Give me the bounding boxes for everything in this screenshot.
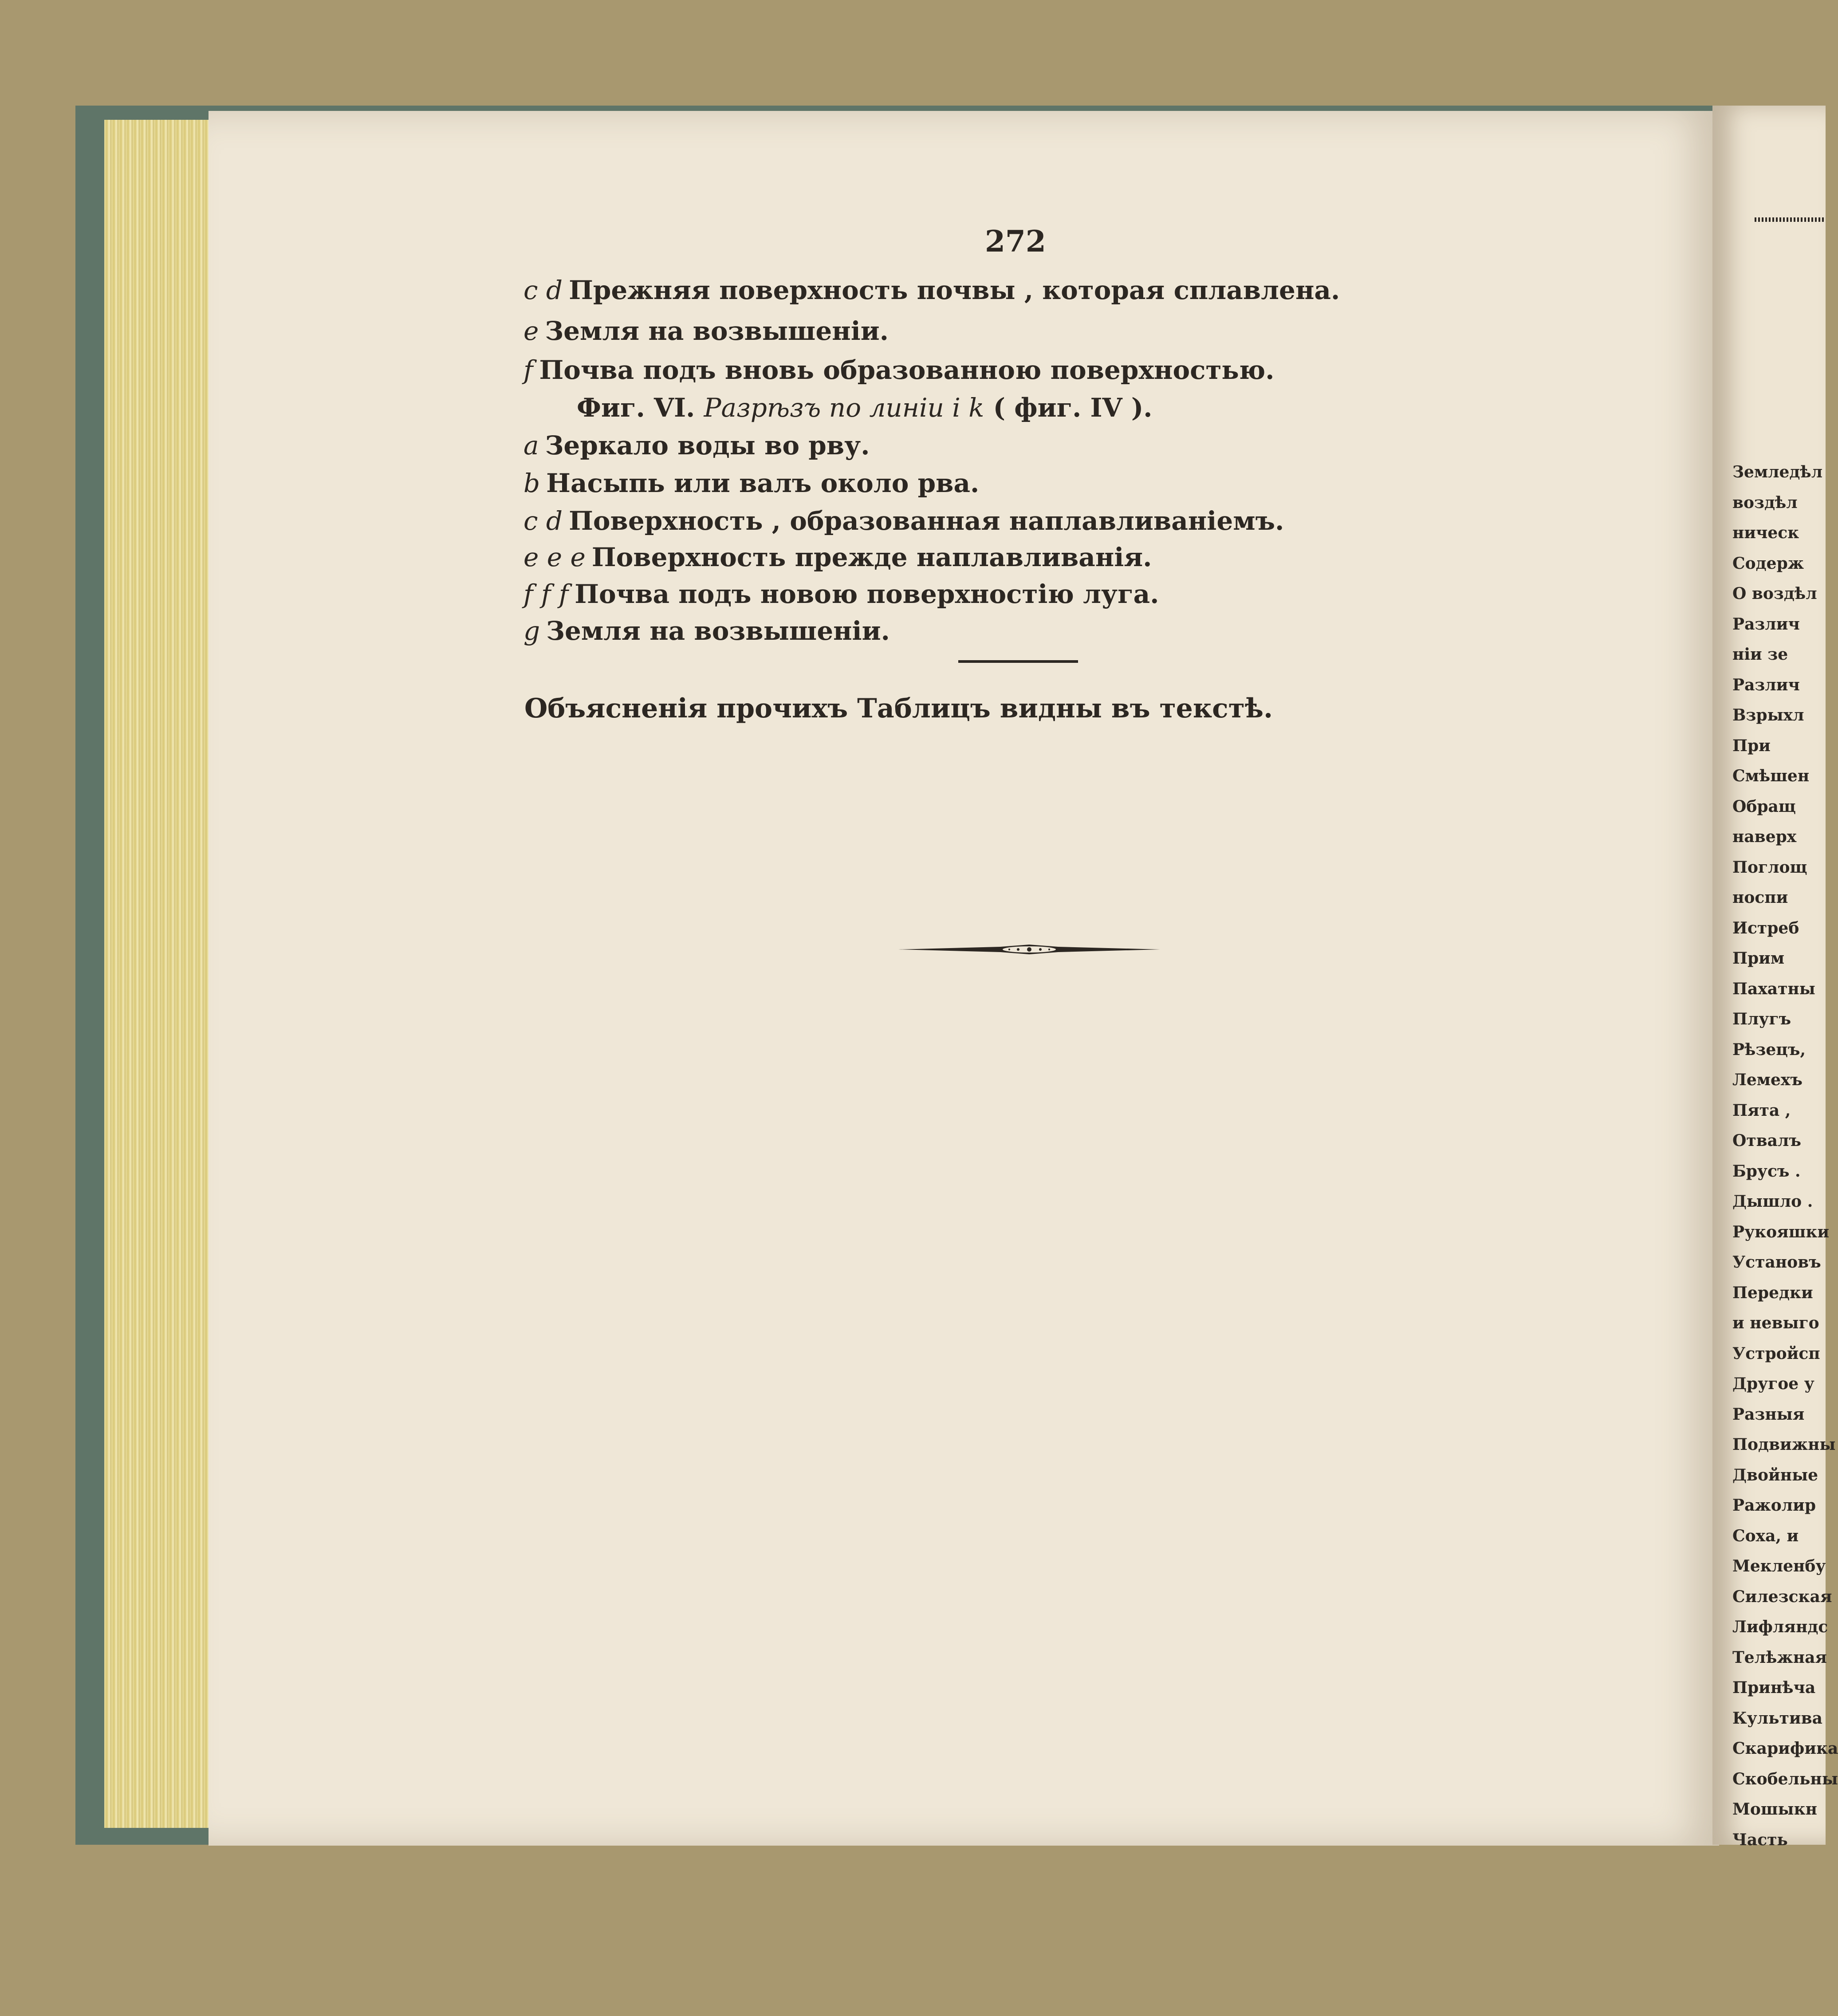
figure-caption [577,393,1153,423]
legend-label: e e e [523,542,586,572]
right-page-fragment: Дышло . [1732,1192,1813,1211]
right-page-fragment: Разныя [1732,1405,1805,1424]
right-page-fragment: Силезская [1732,1587,1832,1606]
right-page-fragment: Двойные [1732,1465,1818,1484]
legend-label: b [523,468,540,498]
legend-label: c d [523,506,563,536]
right-page-fragment: Часть [1732,1830,1788,1849]
figure-title: Разрѣзъ по линіи i k [704,393,984,423]
right-page-fragment: Ражолир [1732,1496,1816,1515]
right-page-fragment: Скарифика [1732,1739,1838,1758]
legend-label: f [523,355,533,385]
legend-line [523,616,890,646]
legend-label: c d [523,275,563,305]
right-page-fragment: Плугъ [1732,1010,1791,1028]
right-page-fragment: Прим [1732,949,1785,968]
right-page-fragment: носпи [1732,888,1788,907]
right-page-fragment: Обращ [1732,797,1796,816]
right-page-fragment: При [1732,736,1771,755]
legend-line [523,316,889,346]
legend-line [523,579,1159,609]
right-page-fragment: наверх [1732,827,1797,846]
figure-reference: ( фиг. IV ). [993,393,1153,423]
right-page-fragment: Подвижны [1732,1435,1836,1454]
ornament-divider [898,943,1160,956]
page-number: 272 [985,224,1046,259]
right-page-fragment: Установъ [1732,1253,1821,1272]
legend-label: a [523,430,539,461]
legend-line [523,542,1152,572]
legend-line [523,430,870,461]
right-page-fragment: Лемехъ [1732,1071,1803,1089]
right-page-fragment: ніи зе [1732,645,1788,664]
right-page-fragment: Принѣча [1732,1678,1816,1697]
legend-line [523,355,1274,385]
legend-label: g [523,616,540,646]
legend-text: Земля на возвышеніи. [546,616,890,646]
legend-line [523,506,1284,536]
right-page-fragment: Мекленбу [1732,1557,1826,1575]
right-page-fragment: Телѣжная [1732,1648,1827,1667]
right-page-fragment: Скобельны [1732,1769,1838,1788]
legend-text: Земля на возвышеніи. [545,316,889,346]
right-page-fragment: Различ [1732,614,1800,634]
right-page-fragment: Истреб [1732,918,1799,937]
right-page-fragment: Устройсп [1732,1344,1820,1363]
right-page-fragment: Земледѣл [1732,463,1823,481]
right-page-fragment: Различ [1732,675,1800,694]
legend-label: f f f [523,579,569,609]
right-page-fragment: Отвалъ [1732,1131,1802,1150]
right-page-fragment: ническ [1732,524,1799,542]
legend-text: Почва подъ новою поверхностію луга. [575,579,1159,609]
legend-text: Насыпь или валъ около рва. [546,468,980,498]
legend-text: Поверхность , образованная наплавливаніемъ. [569,506,1284,536]
legend-label: e [523,316,539,346]
legend-text: Прежняя поверхность почвы , которая сплавлена. [569,275,1340,305]
legend-text: Поверхность прежде наплавливанія. [591,542,1152,572]
right-page-dotted-rule [1755,217,1826,222]
right-page-fragment: Пята , [1732,1101,1791,1120]
right-page-fragment: Взрыхл [1732,706,1804,724]
right-page-fragment: и невыго [1732,1314,1819,1332]
right-page-fragment: Поглощ [1732,858,1807,877]
legend-line [523,275,1340,305]
right-page-fragment: Содерж [1732,554,1804,573]
figure-number: Фиг. VI. [577,393,695,423]
right-page-fragments [1732,457,1838,1855]
right-page-fragment: Другое у [1732,1374,1814,1393]
right-page-fragment: Передки [1732,1283,1813,1302]
right-page-fragment: О воздѣл [1732,584,1817,603]
right-page-fragment: Культива [1732,1709,1822,1728]
right-page-fragment: воздѣл [1732,493,1798,512]
closing-note: Объясненія прочихъ Таблицъ видны въ текстѣ. [524,693,1273,724]
legend-line [523,468,979,498]
right-page-fragment: Лифляндс [1732,1618,1828,1636]
right-page-fragment: Мошыкн [1732,1800,1817,1819]
legend-text: Почва подъ вновь образованною поверхностью. [539,355,1275,385]
right-page-fragment: Пахатны [1732,979,1815,998]
section-rule [958,660,1078,663]
right-page-fragment: Смѣшен [1732,767,1810,785]
right-page-fragment: Рукояшки [1732,1222,1830,1241]
legend-text: Зеркало воды во рву. [545,430,870,461]
right-page-fragment: Рѣзецъ, [1732,1040,1806,1059]
right-page-fragment: Соха, и [1732,1526,1799,1545]
right-page-fragment: Брусъ . [1732,1162,1801,1181]
